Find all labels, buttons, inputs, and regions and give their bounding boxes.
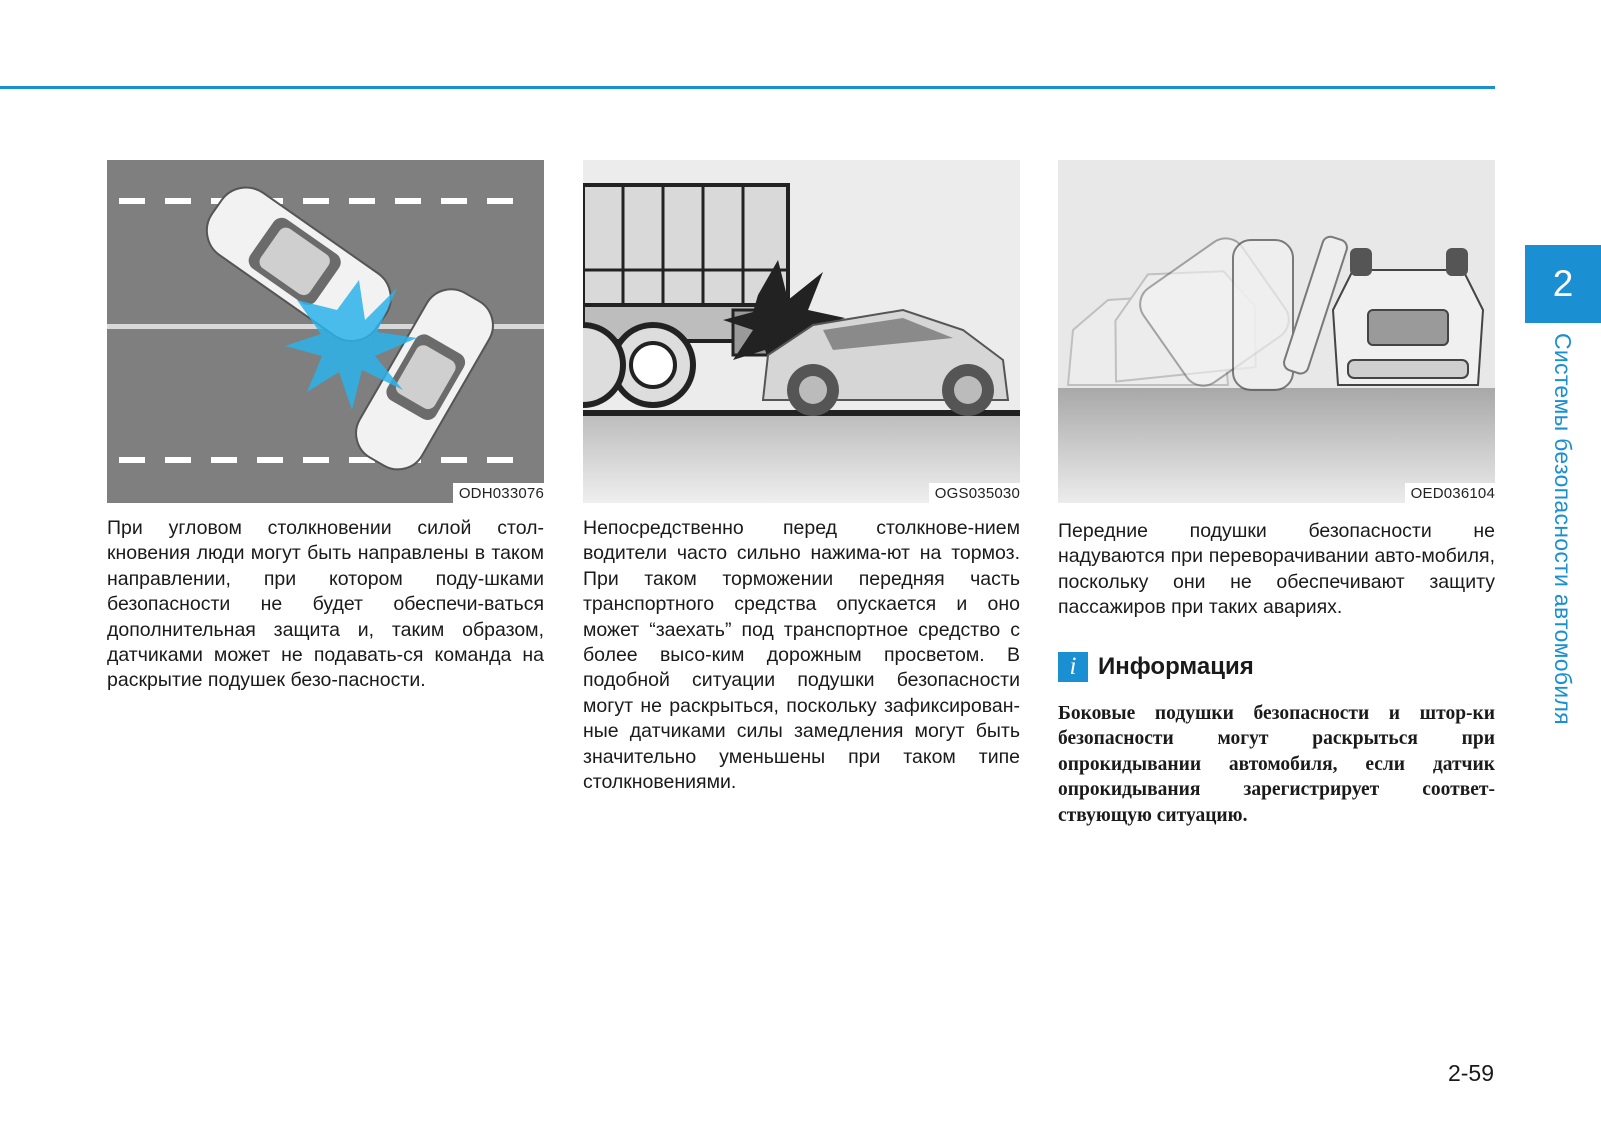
figure-code: OED036104 xyxy=(1405,483,1495,503)
page-number: 2-59 xyxy=(1447,1060,1494,1086)
chapter-title: Системы безопасности автомобиля xyxy=(1550,333,1576,725)
caption-angled-collision: При угловом столкновении силой стол-кновения люди могут быть направлены в таком направлении, при котором поду-шками безопасности не будет обеспечи-ваться дополнительная защита и, таким образом, датчиками может не подавать-ся команда на раскрытие подушек безо-пасности. xyxy=(107,517,544,692)
figure-angled-collision xyxy=(107,160,544,503)
figure-underride-collision xyxy=(583,160,1020,503)
figure-code: ODH033076 xyxy=(453,483,544,503)
figure-rollover xyxy=(1058,160,1495,503)
rollover-illustration xyxy=(1058,160,1495,503)
chapter-tab[interactable]: 2 xyxy=(1525,245,1601,323)
info-icon: i xyxy=(1058,652,1088,682)
angled-collision-illustration xyxy=(107,160,544,503)
figure-code: OGS035030 xyxy=(929,483,1020,503)
caption-underride-collision: Непосредственно перед столкнове-нием водители часто сильно нажима-ют на тормоз. При таком торможении передняя часть транспортного средства опускается и оно может “заехать” под транспортное средство с более высо-ким дорожным просветом. В подобной ситуации подушки безопасности могут не раскрыться, поскольку зафиксирован-ные датчиками силы замедления могут быть значительно уменьшены при таком типе столкновениями. xyxy=(583,517,1020,794)
caption-rollover: Передние подушки безопасности не надуваются при переворачивании авто-мобиля, поскольку они не обеспечивают защиту пассажиров при таких авариях. xyxy=(1058,520,1495,619)
header-rule xyxy=(0,86,1495,89)
info-header xyxy=(1058,652,1254,682)
info-title: Информация xyxy=(1098,653,1254,680)
info-body: Боковые подушки безопасности и штор-ки безопасности могут раскрыться при опрокидывании автомобиля, если датчик опрокидывания зарегистрирует соответ-ствующую ситуацию. xyxy=(1058,703,1495,826)
underride-collision-illustration xyxy=(583,160,1020,503)
